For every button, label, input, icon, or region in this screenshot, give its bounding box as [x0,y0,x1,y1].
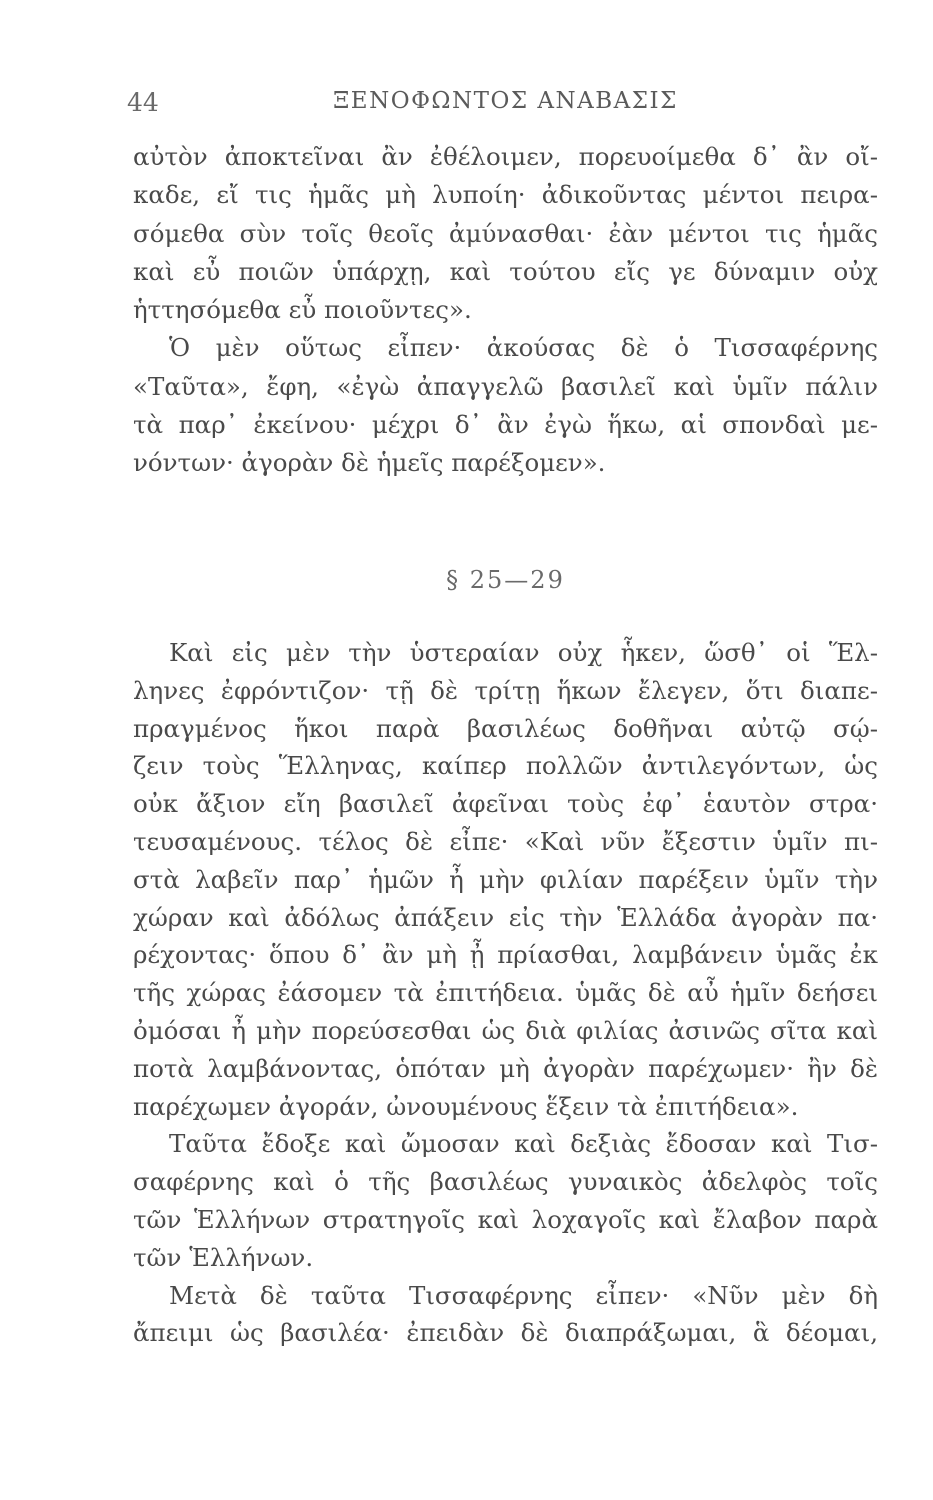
text-line: ποτὰ λαμβάνοντας, ὁπόταν μὴ ἀγορὰν παρέχωμεν· ἢν δὲ [133,1053,878,1083]
text-line: πραγμένος ἥκοι παρὰ βασιλέως δοθῆναι αὐτῷ σῴ- [133,713,878,743]
text-line: τῆς χώρας ἐάσομεν τὰ ἐπιτήδεια. ὑμᾶς δὲ αὖ ἡμῖν δεήσει [133,978,878,1008]
text-line: ληνες ἐφρόντιζον· τῇ δὲ τρίτῃ ἥκων ἔλεγεν, ὅτι διαπε- [133,675,878,705]
text-line: Μετὰ δὲ ταῦτα Τισσαφέρνης εἶπεν· «Νῦν μὲν δὴ [169,1280,878,1310]
section-heading: § 25—29 [446,566,565,594]
text-block-bottom [133,634,878,1352]
text-line: παρέχωμεν ἀγοράν, ὠνουμένους ἕξειν τὰ ἐπιτήδεια». [133,1091,799,1121]
text-line: ὀμόσαι ἦ μὴν πορεύσεσθαι ὡς διὰ φιλίας ἀσινῶς σῖτα καὶ [133,1015,878,1045]
page-number: 44 [127,88,159,117]
text-line: ἡττησόμεθα εὖ ποιοῦντες». [133,295,472,325]
text-line: οὐκ ἄξιον εἴη βασιλεῖ ἀφεῖναι τοὺς ἐφ᾿ ἑαυτὸν στρα· [133,789,878,819]
text-line: νόντων· ἀγορὰν δὲ ἡμεῖς παρέξομεν». [133,448,606,478]
book-title: ΞΕΝΟΦΩΝΤΟΣ ΑΝΑΒΑΣΙΣ [333,88,678,114]
text-block-top [133,138,878,483]
text-line: «Ταῦτα», ἔφη, «ἐγὼ ἀπαγγελῶ βασιλεῖ καὶ ὑμῖν πάλιν [133,371,878,401]
text-line: σαφέρνης καὶ ὁ τῆς βασιλέως γυναικὸς ἀδελφὸς τοῖς [133,1167,878,1197]
text-line: τῶν Ἑλλήνων στρατηγοῖς καὶ λοχαγοῖς καὶ ἔλαβον παρὰ [133,1204,878,1234]
text-line: καὶ εὖ ποιῶν ὑπάρχῃ, καὶ τούτου εἴς γε δύναμιν οὐχ [133,256,878,286]
text-line: αὐτὸν ἀποκτεῖναι ἂν ἐθέλοιμεν, πορευοίμεθα δ᾿ ἂν οἴ- [133,142,878,171]
text-line: χώραν καὶ ἀδόλως ἀπάξειν εἰς τὴν Ἑλλάδα ἀγορὰν πα· [133,902,878,932]
text-line: τὰ παρ᾿ ἐκείνου· μέχρι δ᾿ ἂν ἐγὼ ἥκω, αἱ σπονδαὶ με- [133,410,878,440]
text-line: ζειν τοὺς Ἕλληνας, καίπερ πολλῶν ἀντιλεγόντων, ὡς [133,751,878,781]
text-line: Καὶ εἰς μὲν τὴν ὑστεραίαν οὐχ ἧκεν, ὥσθ᾿ οἱ Ἕλ- [169,638,878,667]
text-line: καδε, εἴ τις ἡμᾶς μὴ λυποίη· ἀδικοῦντας μέντοι πειρα- [133,180,878,210]
text-line: στὰ λαβεῖν παρ᾿ ἡμῶν ἦ μὴν φιλίαν παρέξειν ὑμῖν τὴν [133,864,878,894]
text-line: ἄπειμι ὡς βασιλέα· ἐπειδὰν δὲ διαπράξωμαι, ἃ δέομαι, [133,1318,878,1348]
running-head [127,88,878,120]
text-line: Ταῦτα ἔδοξε καὶ ὤμοσαν καὶ δεξιὰς ἔδοσαν καὶ Τισ- [169,1129,878,1159]
text-line: σόμεθα σὺν τοῖς θεοῖς ἀμύνασθαι· ἐὰν μέντοι τις ἡμᾶς [133,218,878,248]
text-line: Ὁ μὲν οὕτως εἶπεν· ἀκούσας δὲ ὁ Τισσαφέρνης [169,333,878,363]
book-page [127,0,878,1500]
text-line: ρέχοντας· ὅπου δ᾿ ἂν μὴ ᾖ πρίασθαι, λαμβάνειν ὑμᾶς ἐκ [133,940,878,970]
text-line: τευσαμένους. τέλος δὲ εἶπε· «Καὶ νῦν ἔξεστιν ὑμῖν πι- [133,826,878,856]
text-line: τῶν Ἑλλήνων. [133,1242,314,1272]
